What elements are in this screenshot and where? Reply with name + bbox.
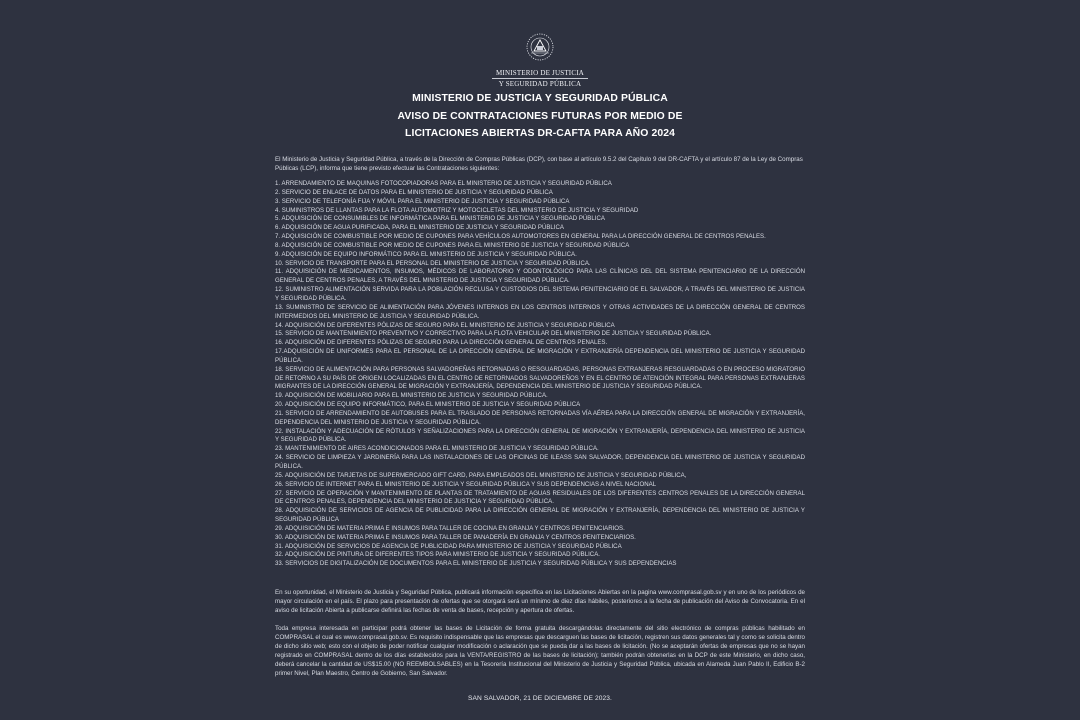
list-item: 27. SERVICIO DE OPERACIÓN Y MANTENIMIENTO DE PLANTAS DE TRATAMIENTO DE AGUAS RESIDUALES DE LOS DIFERENTES CENTROS PENALES DE LA DIRECCIÓN GENERAL DE CENTROS PENALES, DEPENDENCIA DEL MINISTERIO DE JUSTICIA Y SEGURIDAD PÚBLICA. <box>275 489 805 506</box>
bidding-paragraph: Toda empresa interesada en participar podrá obtener las bases de Licitación de forma gratuita descargándolas directamente del sitio electrónico de compras públicas habilitado en COMPRASAL el cual es www.comprasal.gob.sv. Es requisito indispensable que las empresas que descarguen las bases de licitación, registren sus datos generales tal y como se solicita dentro de dicho sitio web; esto con el objeto de poder notificar cualquier modificación o aclaración que se pueda dar a las bases de licitación. (No se aceptarán ofertas de empresas que no se hayan registrado en COMPRASAL dentro de los días establecidos para la VENTA/REGISTRO de las bases de licitación); también podrán obtenerlas en la DCP de este Ministerio, en dicho caso, deberá cancelar la cantidad de US$15.00 (NO REEMBOLSABLES) en la Tesorería Institucional del Ministerio de Justicia y Seguridad Pública, ubicada en Alameda Juan Pablo II, Edificio B-2 primer Nivel, Plan Maestro, Centro de Gobierno, San Salvador. <box>275 625 805 677</box>
coat-of-arms-icon <box>526 33 554 61</box>
list-item: 19. ADQUISICIÓN DE MOBILIARIO PARA EL MINISTERIO DE JUSTICIA Y SEGURIDAD PÚBLICA. <box>275 392 548 400</box>
list-item: 26. SERVICIO DE INTERNET PARA EL MINISTERIO DE JUSTICIA Y SEGURIDAD PÚBLICA Y SUS DEPENDENCIAS A NIVEL NACIONAL <box>275 480 657 488</box>
list-item: 17.ADQUISICIÓN DE UNIFORMES PARA EL PERSONAL DE LA DIRECCIÓN GENERAL DE MIGRACIÓN Y EXTRANJERÍA DEPENDENCIA DEL MINISTERIO DE JUSTICIA Y SEGURIDAD PÚBLICA. <box>275 348 805 364</box>
list-item: 3. SERVICIO DE TELEFONÍA FIJA Y MÓVIL PARA EL MINISTERIO DE JUSTICIA Y SEGURIDAD PÚBLICA <box>275 197 570 205</box>
title-line-3: LICITACIONES ABIERTAS DR-CAFTA PARA AÑO 2024 <box>405 128 675 139</box>
list-item: 4. SUMINISTROS DE LLANTAS PARA LA FLOTA AUTOMOTRIZ Y MOTOCICLETAS DEL MINISTERIO DE JUSTICIA Y SEGURIDAD <box>275 206 639 214</box>
title-line-2: AVISO DE CONTRATACIONES FUTURAS POR MEDIO DE <box>397 110 683 122</box>
list-item: 21. SERVICIO DE ARRENDAMIENTO DE AUTOBUSES PARA EL TRASLADO DE PERSONAS RETORNADAS VÍA AÉREA PARA LA DIRECCIÓN GENERAL DE MIGRACIÓN Y EXTRANJERÍA, DEPENDENCIA DEL MINISTERIO DE JUSTICIA Y SEGURIDAD PÚBLICA. <box>275 409 805 426</box>
list-item: 23. MANTENIMIENTO DE AIRES ACONDICIONADOS PARA EL MINISTERIO DE JUSTICIA Y SEGURIDAD PÚBLICA. <box>275 445 599 453</box>
list-item: 18. SERVICIO DE ALIMENTACIÓN PARA PERSONAS SALVADOREÑAS RETORNADAS O RESGUARDADAS, PERSONAS EXTRANJERAS RESGUARDADAS O EN PROCESO MIGRATORIO DE RETORNO A SU PAÍS DE ORIGEN LOCALIZADAS EN EL CENTRO DE RETORNADOS SALVADOREÑOS Y EN EL CENTRO DE ATENCIÓN INTEGRAL PARA PERSONAS EXTRANJERAS MIGRANTES DE LA DIRECCIÓN GENERAL DE MIGRACIÓN Y EXTRANJERÍA, DEPENDENCIA DEL MINISTERIO DE JUSTICIA Y SEGURIDAD PÚBLICA. <box>275 365 805 391</box>
list-item: 11. ADQUISICIÓN DE MEDICAMENTOS, INSUMOS, MÉDICOS DE LABORATORIO Y ODONTOLÓGICO PARA LAS CLÍNICAS DEL DEL SISTEMA PENITENCIARIO DE LA DIRECCIÓN GENERAL DE CENTROS PENALES, A TRAVÉS DEL MINISTERIO DE JUSTICIA Y SEGURIDAD PÚBLICA. <box>275 268 805 285</box>
list-item: 29. ADQUISICIÓN DE MATERIA PRIMA E INSUMOS PARA TALLER DE COCINA EN GRANJA Y CENTROS PENITENCIARIOS. <box>275 524 625 532</box>
list-item: 25. ADQUISICIÓN DE TARJETAS DE SUPERMERCADO GIFT CARD, PARA EMPLEADOS DEL MINISTERIO DE JUSTICIA Y SEGURIDAD PÚBLICA, <box>275 471 687 479</box>
list-item: 22. INSTALACIÓN Y ADECUACIÓN DE RÓTULOS Y SEÑALIZACIONES PARA LA DIRECCIÓN GENERAL DE MIGRACIÓN Y EXTRANJERÍA, DEPENDENCIA DEL MINISTERIO DE JUSTICIA Y SEGURIDAD PÚBLICA. <box>275 427 805 444</box>
list-item: 12. SUMINISTRO ALIMENTACIÓN SERVIDA PARA LA POBLACIÓN RECLUSA Y CUSTODIOS DEL SISTEMA PENITENCIARIO DE EL SALVADOR, A TRAVÉS DEL MINISTERIO DE JUSTICIA Y SEGURIDAD PÚBLICA. <box>275 286 805 302</box>
list-item: 32. ADQUISICIÓN DE PINTURA DE DIFERENTES TIPOS PARA MINISTERIO DE JUSTICIA Y SEGURIDAD PÚBLICA. <box>275 551 600 559</box>
list-item: 30. ADQUISICIÓN DE MATERIA PRIMA E INSUMOS PARA TALLER DE PANADERÍA EN GRANJA Y CENTROS PENITENCIARIOS. <box>275 533 636 541</box>
list-item: 14. ADQUISICIÓN DE DIFERENTES PÓLIZAS DE SEGURO PARA EL MINISTERIO DE JUSTICIA Y SEGURIDAD PÚBLICA <box>275 321 615 329</box>
ministry-divider <box>492 78 588 79</box>
list-item: 2. SERVICIO DE ENLACE DE DATOS PARA EL MINISTERIO DE JUSTICIA Y SEGURIDAD PÚBLICA <box>275 188 553 196</box>
ministry-name <box>440 69 640 88</box>
list-item: 7. ADQUISICIÓN DE COMBUSTIBLE POR MEDIO DE CUPONES PARA VEHÍCULOS AUTOMOTORES EN GENERAL PARA LA DIRECCIÓN GENERAL DE CENTROS PENALES. <box>275 233 766 241</box>
intro-paragraph: El Ministerio de Justicia y Seguridad Pública, a través de la Dirección de Compras Públicas (DCP), con base al artículo 9.5.2 del Capítulo 9 del DR-CAFTA y el artículo 87 de la Ley de Compras Públicas (LCP), informa que tiene previsto efectuar las Contrataciones siguientes: <box>275 156 803 173</box>
ministry-line-2: Y SEGURIDAD PÚBLICA <box>498 80 582 88</box>
list-item: 8. ADQUISICIÓN DE COMBUSTIBLE POR MEDIO DE CUPONES PARA EL MINISTERIO DE JUSTICIA Y SEGURIDAD PÚBLICA <box>275 241 630 249</box>
list-item: 10. SERVICIO DE TRANSPORTE PARA EL PERSONAL DEL MINISTERIO DE JUSTICIA Y SEGURIDAD PÚBLICA. <box>275 259 591 267</box>
list-item: 15. SERVICIO DE MANTENIMIENTO PREVENTIVO Y CORRECTIVO PARA LA FLOTA VEHICULAR DEL MINISTERIO DE JUSTICIA Y SEGURIDAD PÚBLICA. <box>275 330 712 338</box>
list-item: 9. ADQUISICIÓN DE EQUIPO INFORMÁTICO PARA EL MINISTERIO DE JUSTICIA Y SEGURIDAD PÚBLICA. <box>275 250 577 258</box>
publication-paragraph: En su oportunidad, el Ministerio de Justicia y Seguridad Pública, publicará información específica en las Licitaciones Abiertas en la pagina www.comprasal.gob.sv y en uno de los periódicos de mayor circulación en el país. El plazo para presentación de ofertas que se otorgará será un mínimo de diez días hábiles, posteriores a la fecha de publicación del Aviso de Convocatoria. En el aviso de licitación Abierta a publicarse definirá las fechas de venta de bases, recepción y apertura de ofertas. <box>275 589 805 614</box>
document-title <box>340 90 740 143</box>
list-item: 6. ADQUISICIÓN DE AGUA PURIFICADA, PARA EL MINISTERIO DE JUSTICIA Y SEGURIDAD PÚBLICA <box>275 224 564 232</box>
ministry-line-1: MINISTERIO DE JUSTICIA <box>495 69 584 77</box>
list-item: 5. ADQUISICIÓN DE CONSUMIBLES DE INFORMÁTICA PARA EL MINISTERIO DE JUSTICIA Y SEGURIDAD PÚBLICA <box>275 215 605 223</box>
date-footer: SAN SALVADOR, 21 DE DICIEMBRE DE 2023. <box>468 695 612 702</box>
list-item: 1. ARRENDAMIENTO DE MAQUINAS FOTOCOPIADORAS PARA EL MINISTERIO DE JUSTICIA Y SEGURIDAD PÚBLICA <box>275 180 612 187</box>
list-item: 16. ADQUISICIÓN DE DIFERENTES PÓLIZAS DE SEGURO PARA LA DIRECCIÓN GENERAL DE CENTROS PENALES. <box>275 339 608 347</box>
procurement-list <box>275 180 805 569</box>
list-item: 20. ADQUISICIÓN DE EQUIPO INFORMÁTICO, PARA EL MINISTERIO DE JUSTICIA Y SEGURIDAD PÚBLICA <box>275 401 581 409</box>
title-line-1: MINISTERIO DE JUSTICIA Y SEGURIDAD PÚBLICA <box>412 93 668 104</box>
list-item: 31. ADQUISICIÓN DE SERVICIOS DE AGENCIA DE PUBLICIDAD PARA MINISTERIO DE JUSTICIA Y SEGURIDAD PÚBLICA <box>275 542 622 550</box>
list-item: 33. SERVICIOS DE DIGITALIZACIÓN DE DOCUMENTOS PARA EL MINISTERIO DE JUSTICIA Y SEGURIDAD PÚBLICA Y SUS DEPENDENCIAS <box>275 560 677 568</box>
list-item: 24. SERVICIO DE LIMPIEZA Y JARDINERÍA PARA LAS INSTALACIONES DE LAS OFICINAS DE ILEASS SAN SALVADOR, DEPENDENCIA DEL MINISTERIO DE JUSTICIA Y SEGURIDAD PÚBLICA. <box>275 454 805 470</box>
list-item: 28. ADQUISICIÓN DE SERVICIOS DE AGENCIA DE PUBLICIDAD PARA LA DIRECCIÓN GENERAL DE MIGRACIÓN Y EXTRANJERÍA, DEPENDENCIA DEL MINISTERIO DE JUSTICIA Y SEGURIDAD PÚBLICA <box>275 507 805 524</box>
list-item: 13. SUMINISTRO DE SERVICIO DE ALIMENTACIÓN PARA JÓVENES INTERNOS EN LOS CENTROS INTERNOS Y OTRAS ACTIVIDADES DE LA DIRECCIÓN GENERAL DE CENTROS INTERMEDIOS DEL MINISTERIO DE JUSTICIA Y SEGURIDAD PÚBLICA. <box>275 303 805 320</box>
